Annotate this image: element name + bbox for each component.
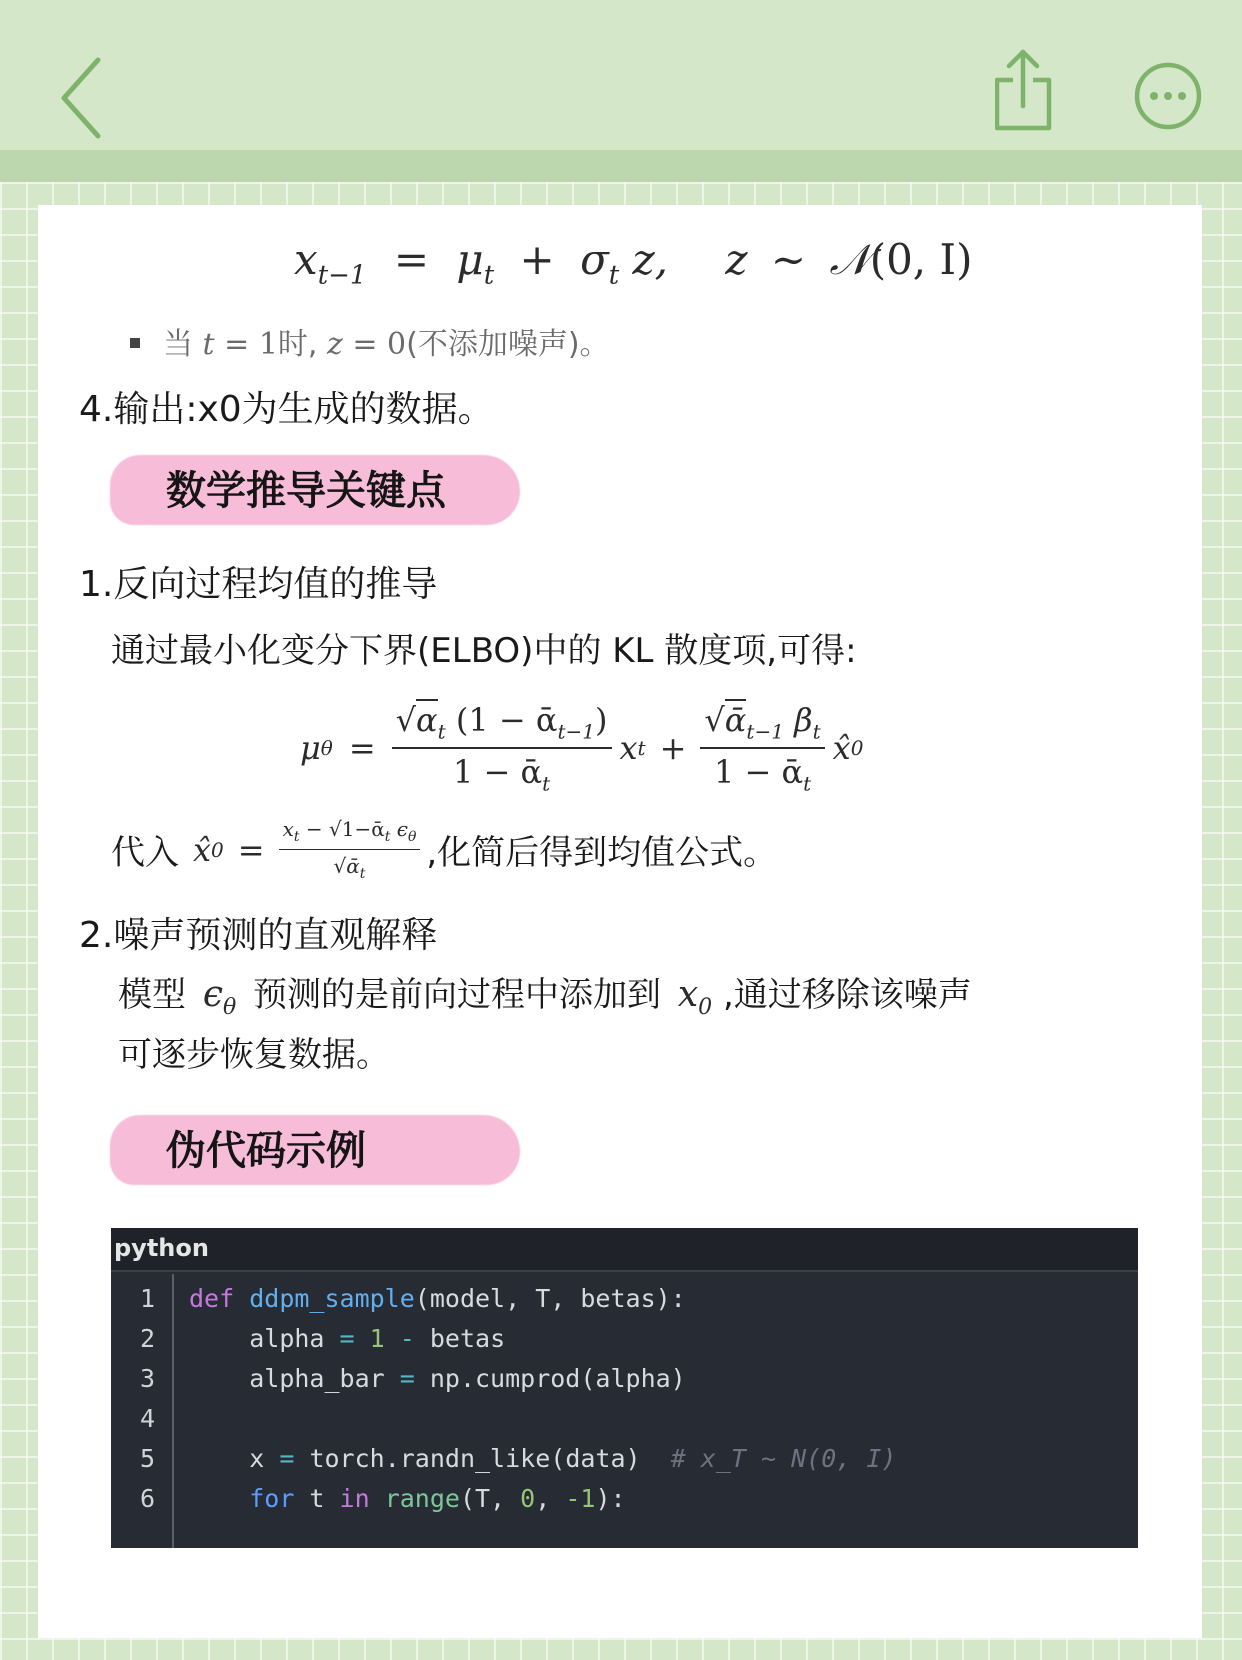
content-card: [38, 205, 1202, 1638]
item-2-desc-line-1: 模型 $\epsilon_\theta$ 预测的是前向过程中添加到 $x_0$ ,通过移除该噪声: [118, 974, 972, 1020]
mean-fraction-2: $\frac{√ᾱ_{t-1} \beta_t}{1 - ᾱ_t}$: [700, 701, 824, 796]
top-bar: [0, 0, 1242, 150]
top-bar-divider: [0, 150, 1242, 182]
item-1-title: 1.反向过程均值的推导: [79, 564, 438, 605]
code-line: [111, 1404, 1138, 1444]
code-header: [111, 1228, 1138, 1272]
sampling-equation: $x_{t-1} = \mu_t + \sigma_t$ z, z ∼ 𝒩(0, I): [294, 235, 973, 291]
chevron-left-icon[interactable]: [56, 52, 116, 152]
code-block: [111, 1228, 1138, 1548]
line-number: 2: [139, 1324, 155, 1353]
step-4-output: 4.输出:x0为生成的数据。: [79, 389, 494, 430]
code-language-label: python: [114, 1234, 209, 1262]
line-number: 1: [139, 1284, 155, 1313]
mean-fraction-1: $\frac{√\alpha_t (1 - ᾱ_{t-1})}{1 - ᾱ_t}$: [392, 701, 612, 796]
more-horizontal-icon[interactable]: [1134, 62, 1202, 130]
line-number: 4: [139, 1404, 155, 1433]
substitute-line: 代入 x̂ 0 = $\frac{x_t - √1-ᾱ_t \epsilon_\theta}{√ᾱ_t}$ ,化简后得到均值公式。: [111, 817, 778, 882]
mean-formula: μ θ = $\frac{√\alpha_t (1 - ᾱ_{t-1})}{1 - ᾱ_t}$ x t + $\frac{√ᾱ_{t-1} \beta_t}{1 - ᾱ_t}$ x̂ 0: [300, 701, 864, 796]
share-icon[interactable]: [995, 48, 1057, 134]
code-line: 5 x = torch.randn_like(data) # x_T ~ N(0, I): [111, 1444, 1138, 1484]
bullet-text: 当 t = 1时, z = 0(不添加噪声)。: [163, 327, 610, 362]
line-number: 3: [139, 1364, 155, 1393]
line-number: 6: [139, 1484, 155, 1513]
code-line: 2 alpha = 1 - betas: [111, 1324, 1138, 1364]
section-title-math: 数学推导关键点: [166, 468, 446, 514]
xhat-fraction: $\frac{x_t - √1-ᾱ_t \epsilon_\theta}{√ᾱ_t}$: [279, 817, 421, 882]
code-line: 6 for t in range(T, 0, -1):: [111, 1484, 1138, 1524]
bullet-marker: [130, 338, 140, 348]
line-number: 5: [139, 1444, 155, 1473]
section-title-pseudocode: 伪代码示例: [166, 1128, 366, 1174]
code-line: 3 alpha_bar = np.cumprod(alpha): [111, 1364, 1138, 1404]
code-line: 1 def ddpm_sample(model, T, betas):: [111, 1284, 1138, 1324]
item-2-desc-line-2: 可逐步恢复数据。: [118, 1035, 390, 1075]
item-1-desc: 通过最小化变分下界(ELBO)中的 KL 散度项,可得:: [111, 631, 857, 671]
item-2-title: 2.噪声预测的直观解释: [79, 915, 438, 956]
